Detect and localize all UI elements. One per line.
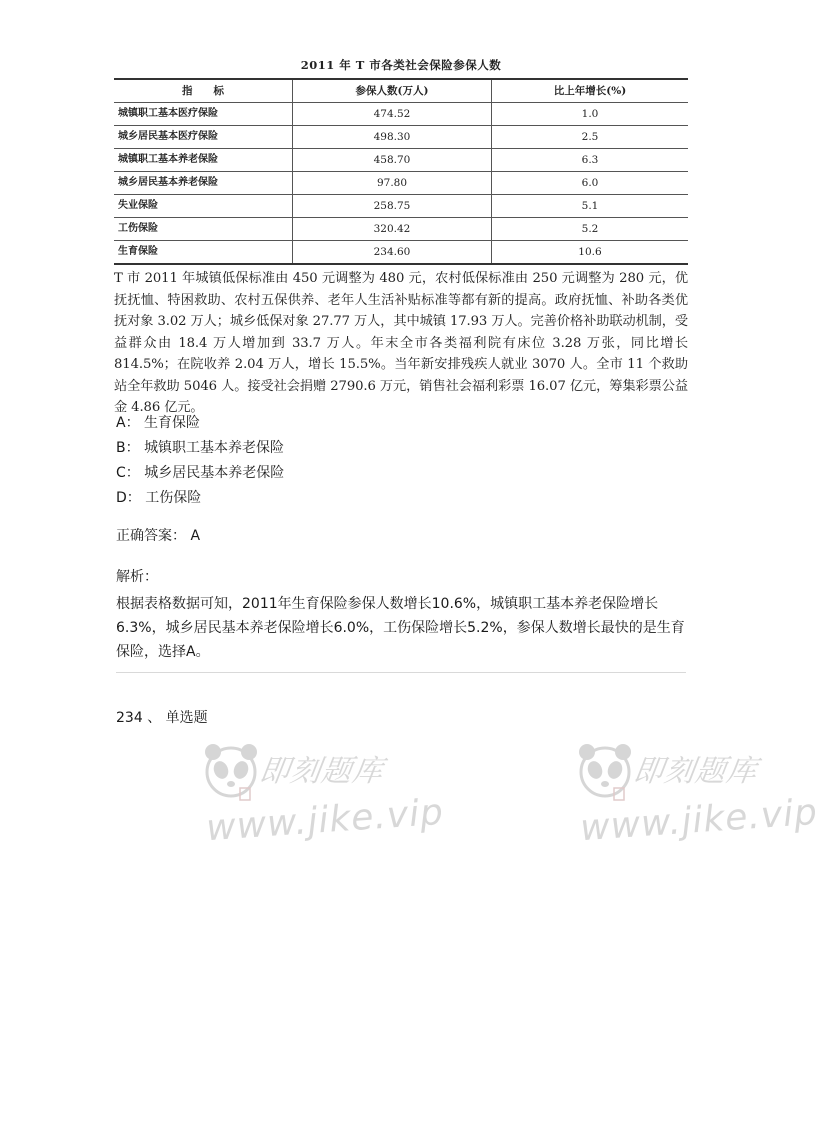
option-text: 工伤保险: [145, 490, 202, 506]
next-question-header: [116, 707, 208, 729]
table-row: [114, 172, 688, 195]
divider: [116, 672, 686, 673]
header-count: 参保人数(万人): [293, 79, 492, 103]
table-header-row: [114, 79, 688, 103]
passage-text: T 市 2011 年城镇低保标准由 450 元调整为 480 元，农村低保标准由 250 元调整为 280 元，优抚抚恤、特困救助、农村五保供养、老年人生活补贴标准等都有新的提高。政府抚恤、补助各类优抚对象 3.02 万人；城乡低保对象 27.77 万人，其中城镇 17.93 万人。完善价格补助联动机制，受益群众由 18.4 万人增加到 33.7 万人。年末全市各类福利院有床位 3.28 万张，同比增长 814.5%；在院收养 2.04 万人，增长 15.5%。当年新安排残疾人就业 3070 人。全市 11 个救助站全年救助 5046 人。接受社会捐赠 2790.6 万元，销售社会福利彩票 16.07 亿元，筹集彩票公益金 4.86 亿元。: [114, 271, 688, 415]
analysis-title: 解析：: [116, 569, 158, 585]
question-number: 234: [116, 710, 143, 726]
watermark-url: www.jike.vip: [204, 791, 446, 850]
row-count: 258.75: [293, 195, 492, 218]
row-name: 城镇职工基本医疗保险: [114, 103, 293, 126]
table-row: [114, 149, 688, 172]
row-name: 工伤保险: [114, 218, 293, 241]
scanned-figure: [114, 58, 688, 419]
row-growth: 5.1: [492, 195, 689, 218]
header-growth: 比上年增长(%): [492, 79, 689, 103]
watermark-brand: 即刻题库: [257, 754, 386, 789]
row-count: 320.42: [293, 218, 492, 241]
row-growth: 1.0: [492, 103, 689, 126]
row-name: 城镇职工基本养老保险: [114, 149, 293, 172]
option-letter: C：: [116, 465, 140, 481]
table-row: [114, 126, 688, 149]
option-text: 城镇职工基本养老保险: [144, 440, 285, 456]
insurance-table: [114, 78, 688, 265]
watermark-url: www.jike.vip: [578, 791, 819, 850]
table-row: [114, 103, 688, 126]
option-c[interactable]: [116, 461, 284, 486]
row-growth: 5.2: [492, 218, 689, 241]
row-count: 234.60: [293, 241, 492, 265]
row-growth: 10.6: [492, 241, 689, 265]
row-name: 失业保险: [114, 195, 293, 218]
row-growth: 6.3: [492, 149, 689, 172]
watermark: [200, 738, 446, 868]
row-count: 498.30: [293, 126, 492, 149]
table-title: 2011 年 T 市各类社会保险参保人数: [300, 58, 502, 72]
option-text: 生育保险: [144, 415, 201, 431]
answer-options: [116, 411, 284, 511]
option-text: 城乡居民基本养老保险: [144, 465, 285, 481]
header-indicator: 指 标: [114, 79, 293, 103]
row-name: 生育保险: [114, 241, 293, 265]
question-type: 单选题: [165, 710, 208, 726]
panda-logo-icon: [574, 738, 636, 804]
row-count: 458.70: [293, 149, 492, 172]
panda-logo-icon: [200, 738, 262, 804]
option-letter: D：: [116, 490, 141, 506]
analysis-text: 根据表格数据可知，2011年生育保险参保人数增长10.6%，城镇职工基本养老保险增长6.3%，城乡居民基本养老保险增长6.0%，工伤保险增长5.2%，参保人数增长最快的是生育保险，选择A。: [116, 596, 685, 660]
option-letter: A：: [116, 415, 140, 431]
correct-answer: [116, 525, 200, 547]
table-row: [114, 195, 688, 218]
option-letter: B：: [116, 440, 140, 456]
question-separator: 、: [147, 710, 162, 726]
row-growth: 2.5: [492, 126, 689, 149]
row-name: 城乡居民基本养老保险: [114, 172, 293, 195]
answer-label: 正确答案：: [116, 528, 186, 544]
table-row: [114, 218, 688, 241]
row-count: 474.52: [293, 103, 492, 126]
option-b[interactable]: [116, 436, 284, 461]
option-a[interactable]: [116, 411, 284, 436]
row-growth: 6.0: [492, 172, 689, 195]
watermark-brand: 即刻题库: [631, 754, 760, 789]
row-count: 97.80: [293, 172, 492, 195]
watermark: [574, 738, 819, 868]
option-d[interactable]: [116, 486, 284, 511]
answer-value: A: [190, 528, 201, 544]
table-row: [114, 241, 688, 265]
row-name: 城乡居民基本医疗保险: [114, 126, 293, 149]
